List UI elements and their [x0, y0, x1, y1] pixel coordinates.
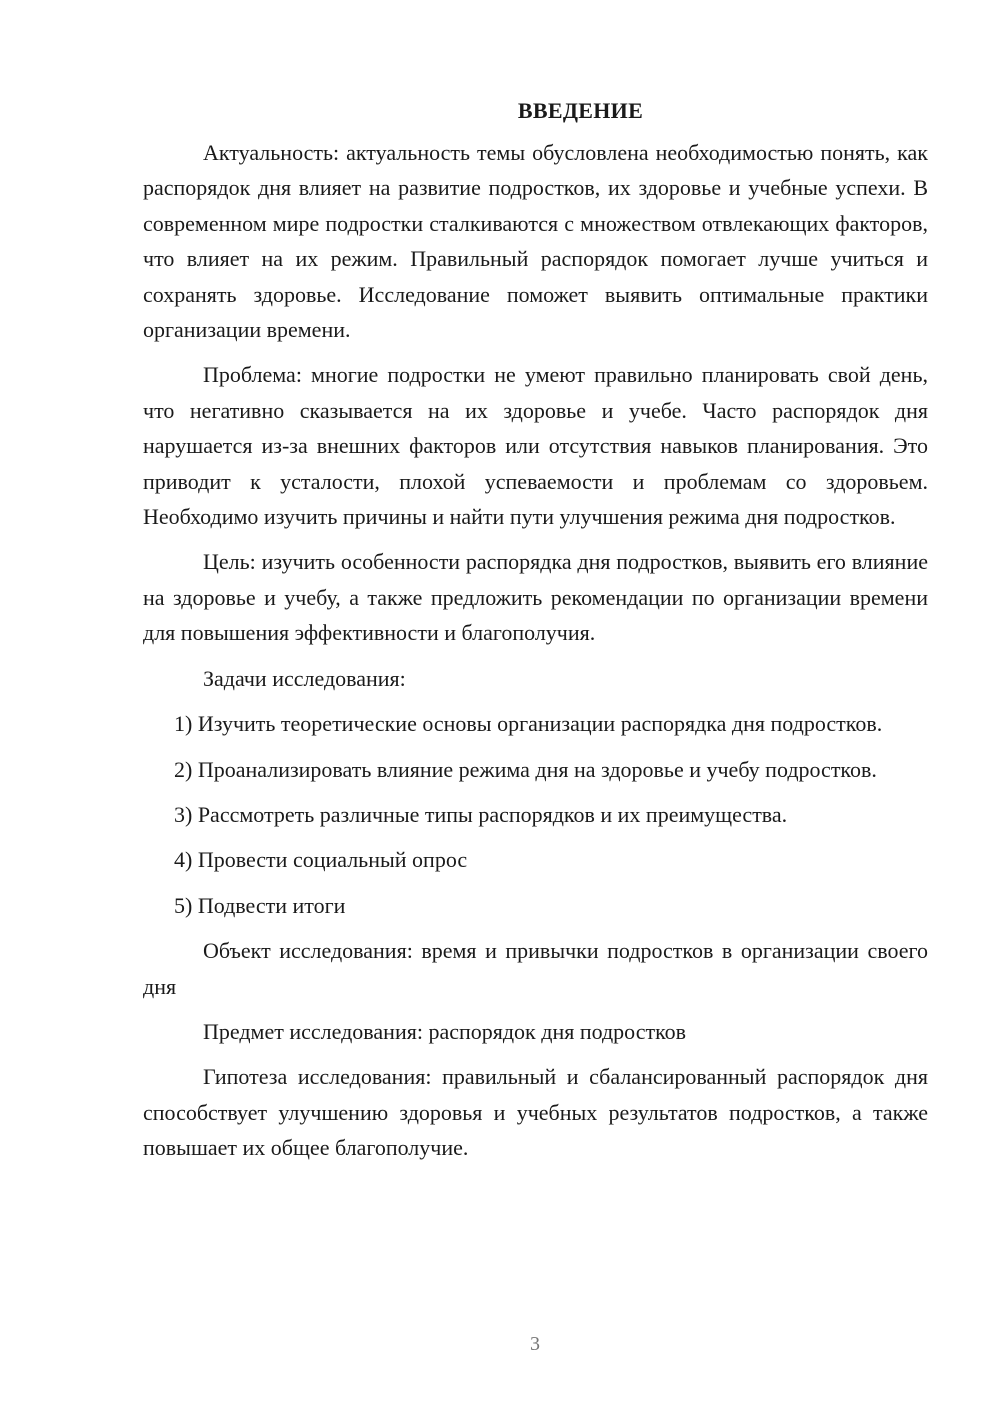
section-heading: ВВЕДЕНИЕ — [517, 98, 644, 123]
task-item-2: 2) Проанализировать влияние режима дня на здоровье и учебу подростков. — [174, 756, 877, 782]
task-item-5: 5) Подвести итоги — [174, 892, 346, 918]
problem-paragraph: Проблема: многие подростки не умеют правильно планировать свой день, что негативно сказывается на их здоровье и учебе. Часто распорядок дня нарушается из-за внешних факторов или отсутствия навыков планирования. Это приводит к усталости, плохой успеваемости и проблемам со здоровьем. Необходимо изучить причины и найти пути улучшения режима дня подростков. — [143, 362, 928, 530]
object-paragraph: Объект исследования: время и привычки подростков в организации своего дня — [143, 938, 928, 999]
subject-paragraph: Предмет исследования: распорядок дня подростков — [203, 1018, 687, 1044]
hypothesis-paragraph: Гипотеза исследования: правильный и сбалансированный распорядок дня способствует улучшению здоровья и учебных результатов подростков, а также повышает их общее благополучие. — [143, 1064, 928, 1161]
goal-paragraph: Цель: изучить особенности распорядка дня подростков, выявить его влияние на здоровье и учебу, а также предложить рекомендации по организации времени для повышения эффективности и благополучия. — [143, 549, 928, 646]
tasks-heading: Задачи исследования: — [203, 665, 406, 691]
relevance-paragraph: Актуальность: актуальность темы обусловлена необходимостью понять, как распорядок дня влияет на развитие подростков, их здоровье и учебные успехи. В современном мире подростки сталкиваются с множеством отвлекающих факторов, что влияет на их режим. Правильный распорядок помогает лучше учиться и сохранять здоровье. Исследование поможет выявить оптимальные практики организации времени. — [143, 140, 928, 343]
page-number: 3 — [530, 1333, 540, 1355]
task-item-1: 1) Изучить теоретические основы организации распорядка дня подростков. — [174, 711, 883, 737]
task-item-3: 3) Рассмотреть различные типы распорядков и их преимущества. — [174, 801, 788, 827]
document-page — [143, 96, 928, 1166]
task-item-4: 4) Провести социальный опрос — [174, 847, 468, 873]
